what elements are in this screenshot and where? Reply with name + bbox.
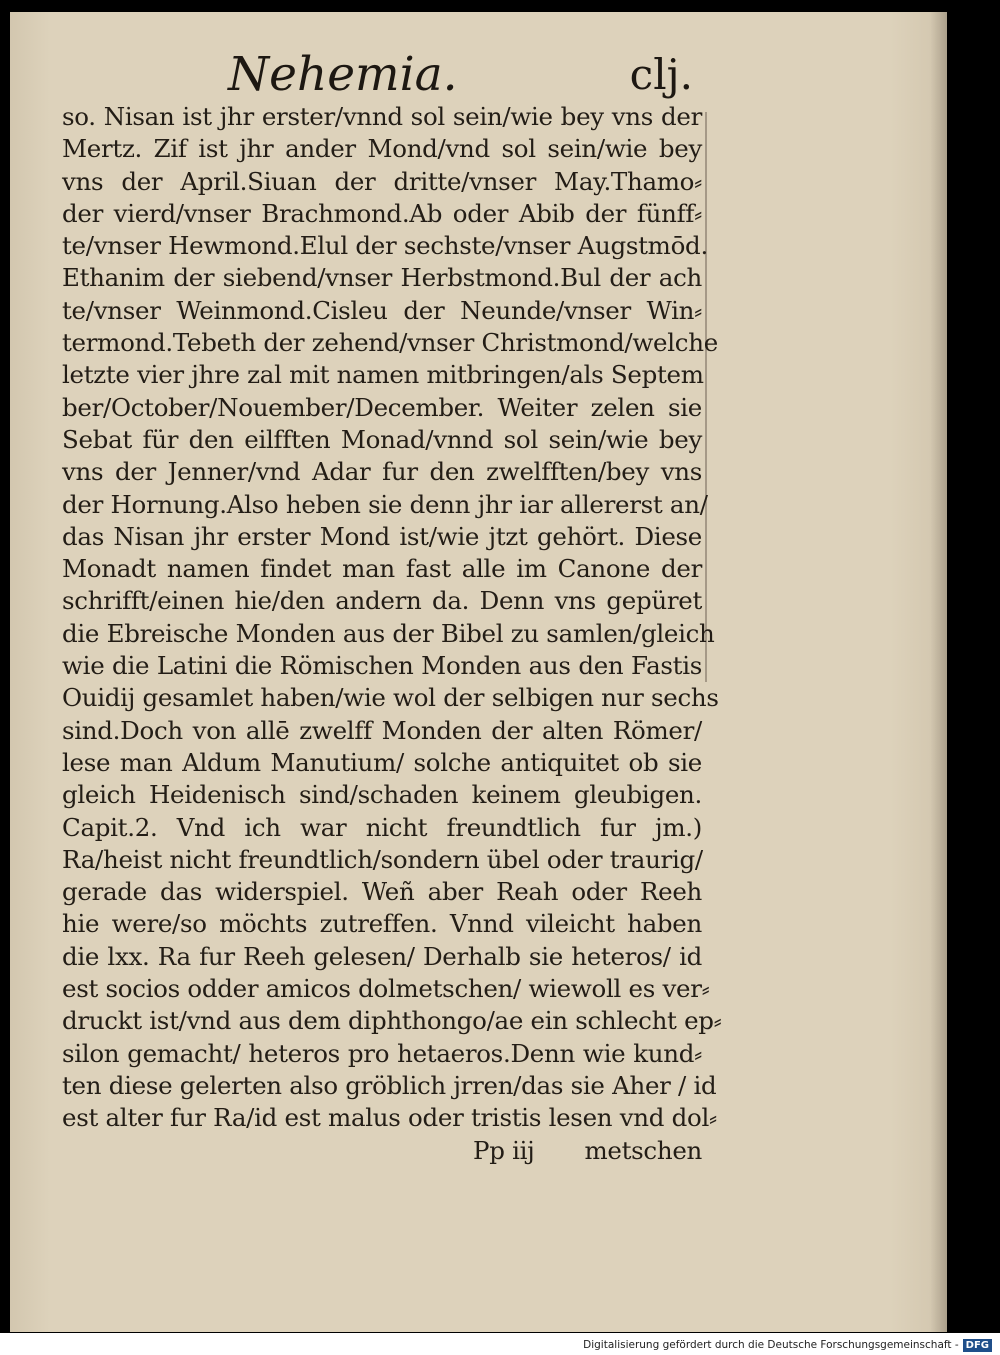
text-line: gleich Heidenisch sind/schaden keinem gleubigen. bbox=[62, 780, 702, 810]
folio-number: clj. bbox=[629, 50, 693, 99]
catchword: metschen bbox=[584, 1135, 702, 1165]
signature-mark: Pp iij bbox=[473, 1135, 535, 1165]
text-line: termond.Tebeth der zehend/vnser Christmond/welche bbox=[62, 328, 718, 358]
text-line: so. Nisan ist jhr erster/vnnd sol sein/wie bey vns der bbox=[62, 102, 702, 131]
signature-catchword-line bbox=[62, 1135, 702, 1167]
body-text bbox=[62, 101, 722, 1167]
text-line: der Hornung.Also heben sie denn jhr iar allererst an/ bbox=[62, 489, 708, 519]
text-line: die Ebreische Monden aus der Bibel zu samlen/gleich bbox=[62, 618, 715, 648]
text-line: Ra/heist nicht freundtlich/sondern übel oder traurig/ bbox=[62, 844, 703, 874]
text-line: Ethanim der siebend/vnser Herbstmond.Bul der ach bbox=[62, 263, 702, 293]
text-line: wie die Latini die Römischen Monden aus den Fastis bbox=[62, 651, 702, 681]
page-header bbox=[228, 45, 693, 105]
text-line: ten diese gelerten also gröblich jrren/das sie Aher / id bbox=[62, 1070, 717, 1100]
digitization-credit bbox=[583, 1338, 992, 1352]
text-line: das Nisan jhr erster Mond ist/wie jtzt gehört. Diese bbox=[62, 521, 702, 551]
text-line: druckt ist/vnd aus dem diphthongo/ae ein schlecht ep⸗ bbox=[62, 1006, 722, 1036]
text-line: Ouidij gesamlet haben/wie wol der selbigen nur sechs bbox=[62, 683, 719, 713]
text-line: est alter fur Ra/id est malus oder tristis lesen vnd dol⸗ bbox=[62, 1103, 717, 1133]
text-line: die lxx. Ra fur Reeh gelesen/ Derhalb sie heteros/ id bbox=[62, 941, 702, 971]
text-line: Sebat für den eilfften Monad/vnnd sol sein/wie bey bbox=[62, 424, 702, 454]
text-line: gerade das widerspiel. Weñ aber Reah oder Reeh bbox=[62, 877, 702, 907]
margin-rule bbox=[705, 112, 707, 682]
credit-text: Digitalisierung gefördert durch die Deutsche Forschungsgemeinschaft - bbox=[583, 1339, 959, 1351]
text-line: te/vnser Weinmond.Cisleu der Neunde/vnser Win⸗ bbox=[62, 295, 702, 325]
text-line: te/vnser Hewmond.Elul der sechste/vnser Augstmōd. bbox=[62, 231, 708, 261]
text-line: sind.Doch von allē zwelff Monden der alten Römer/ bbox=[62, 715, 702, 745]
text-line: schrifft/einen hie/den andern da. Denn vns gepüret bbox=[62, 586, 702, 616]
text-line: lese man Aldum Manutium/ solche antiquitet ob sie bbox=[62, 747, 702, 777]
text-line: vns der April.Siuan der dritte/vnser May.Thamo⸗ bbox=[62, 166, 702, 196]
text-line: letzte vier jhre zal mit namen mitbringen/als Septem bbox=[62, 360, 704, 390]
dfg-logo: DFG bbox=[963, 1339, 992, 1352]
text-line: Monadt namen findet man fast alle im Canone der bbox=[62, 554, 702, 584]
text-line: silon gemacht/ heteros pro hetaeros.Denn wie kund⸗ bbox=[62, 1038, 702, 1068]
text-line: Capit.2. Vnd ich war nicht freundtlich fur jm.) bbox=[62, 812, 702, 842]
text-line: vns der Jenner/vnd Adar fur den zwelfften/bey vns bbox=[62, 457, 702, 487]
text-line: Mertz. Zif ist jhr ander Mond/vnd sol sein/wie bey bbox=[62, 134, 702, 164]
text-line: der vierd/vnser Brachmond.Ab oder Abib der fünff⸗ bbox=[62, 198, 702, 228]
text-line: hie were/so möchts zutreffen. Vnnd vileicht haben bbox=[62, 909, 702, 939]
running-title: Nehemia. bbox=[228, 47, 458, 102]
text-line: ber/October/Nouember/December. Weiter zelen sie bbox=[62, 392, 702, 422]
page-edge-shadow bbox=[930, 12, 947, 1332]
text-line: est socios odder amicos dolmetschen/ wiewoll es ver⸗ bbox=[62, 974, 710, 1004]
